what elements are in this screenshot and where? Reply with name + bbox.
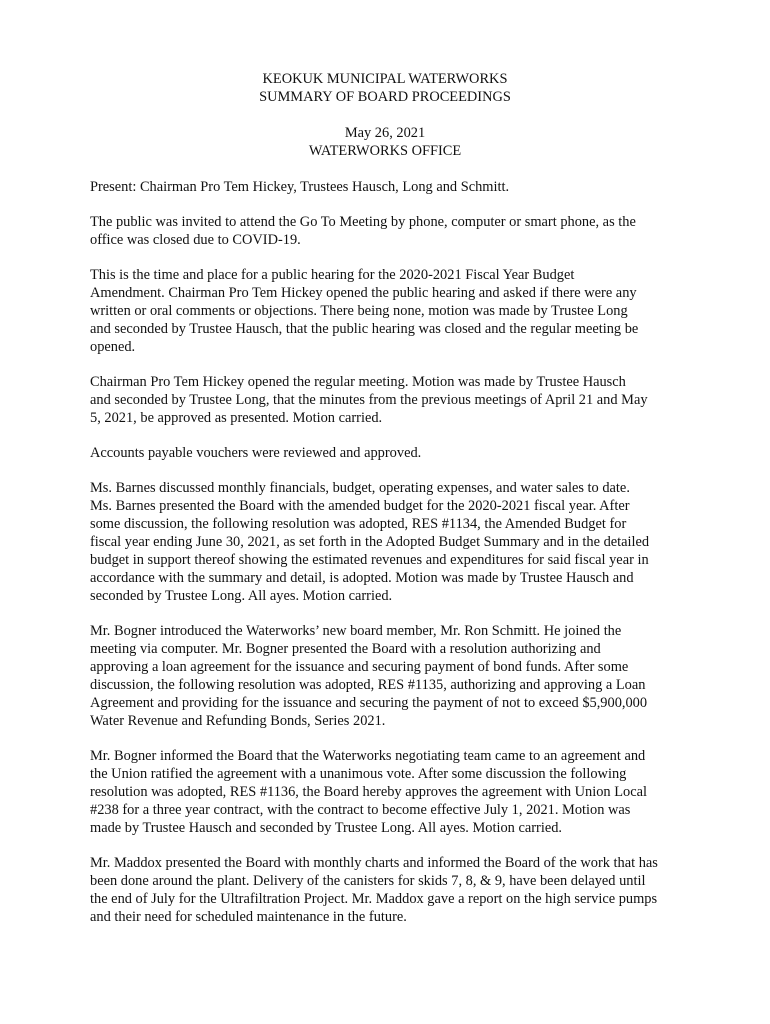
text-line: accordance with the summary and detail, is adopted. Motion was made by Trustee Hausch and [90, 570, 634, 586]
text-line: and seconded by Trustee Hausch, that the public hearing was closed and the regular meeting be [90, 321, 639, 337]
text-line: some discussion, the following resolution was adopted, RES #1134, the Amended Budget for [90, 516, 627, 532]
text-line: discussion, the following resolution was adopted, RES #1135, authorizing and approving a Loan [90, 677, 646, 693]
text-line: This is the time and place for a public hearing for the 2020-2021 Fiscal Year Budget [90, 267, 575, 283]
text-line: Ms. Barnes presented the Board with the amended budget for the 2020-2021 fiscal year. After [90, 498, 630, 514]
paragraph-public-invite [90, 213, 690, 249]
meeting-date: May 26, 2021 [344, 125, 426, 141]
text-line: Mr. Maddox presented the Board with monthly charts and informed the Board of the work that has [90, 855, 658, 871]
text-line: and their need for scheduled maintenance in the future. [90, 909, 407, 925]
text-line: Water Revenue and Refunding Bonds, Series 2021. [90, 713, 386, 729]
text-line: opened. [90, 339, 136, 355]
meeting-info [0, 124, 770, 160]
text-line: 5, 2021, be approved as presented. Motion carried. [90, 410, 383, 426]
text-line: Chairman Pro Tem Hickey opened the regular meeting. Motion was made by Trustee Hausch [90, 374, 626, 390]
text-line: the end of July for the Ultrafiltration Project. Mr. Maddox gave a report on the high service pumps [90, 891, 658, 907]
text-line: #238 for a three year contract, with the contract to become effective July 1, 2021. Motion was [90, 802, 631, 818]
paragraph-financials [90, 479, 690, 605]
paragraph-public-hearing [90, 266, 690, 356]
paragraph-union-agreement [90, 747, 690, 837]
paragraph-plant-report [90, 854, 690, 926]
text-line: seconded by Trustee Long. All ayes. Motion carried. [90, 588, 393, 604]
paragraph-accounts-payable [90, 444, 690, 462]
meeting-location: WATERWORKS OFFICE [308, 143, 462, 159]
document-header [0, 70, 770, 106]
text-line: Mr. Bogner introduced the Waterworks’ new board member, Mr. Ron Schmitt. He joined the [90, 623, 622, 639]
text-line: Present: Chairman Pro Tem Hickey, Trustees Hausch, Long and Schmitt. [90, 179, 510, 195]
text-line: Accounts payable vouchers were reviewed and approved. [90, 445, 422, 461]
document-body [90, 178, 690, 943]
text-line: Ms. Barnes discussed monthly financials, budget, operating expenses, and water sales to date. [90, 480, 630, 496]
text-line: resolution was adopted, RES #1136, the Board hereby approves the agreement with Union Local [90, 784, 647, 800]
organization-name: KEOKUK MUNICIPAL WATERWORKS [262, 71, 508, 87]
text-line: approving a loan agreement for the issuance and securing payment of bond funds. After some [90, 659, 629, 675]
text-line: office was closed due to COVID-19. [90, 232, 301, 248]
text-line: Agreement and providing for the issuance and securing the payment of not to exceed $5,900,000 [90, 695, 648, 711]
text-line: and seconded by Trustee Long, that the minutes from the previous meetings of April 21 and May [90, 392, 648, 408]
text-line: The public was invited to attend the Go To Meeting by phone, computer or smart phone, as the [90, 214, 636, 230]
text-line: made by Trustee Hausch and seconded by Trustee Long. All ayes. Motion carried. [90, 820, 563, 836]
text-line: meeting via computer. Mr. Bogner presented the Board with a resolution authorizing and [90, 641, 601, 657]
text-line: Amendment. Chairman Pro Tem Hickey opened the public hearing and asked if there were any [90, 285, 637, 301]
paragraph-new-member-loan [90, 622, 690, 730]
text-line: budget in support thereof showing the estimated revenues and expenditures for said fiscal year in [90, 552, 649, 568]
document-title: SUMMARY OF BOARD PROCEEDINGS [259, 89, 511, 105]
text-line: Mr. Bogner informed the Board that the Waterworks negotiating team came to an agreement and [90, 748, 646, 764]
paragraph-regular-meeting [90, 373, 690, 427]
paragraph-present [90, 178, 690, 196]
text-line: fiscal year ending June 30, 2021, as set forth in the Adopted Budget Summary and in the detailed [90, 534, 650, 550]
text-line: been done around the plant. Delivery of the canisters for skids 7, 8, & 9, have been delayed until [90, 873, 646, 889]
text-line: the Union ratified the agreement with a unanimous vote. After some discussion the following [90, 766, 627, 782]
text-line: written or oral comments or objections. There being none, motion was made by Trustee Long [90, 303, 628, 319]
